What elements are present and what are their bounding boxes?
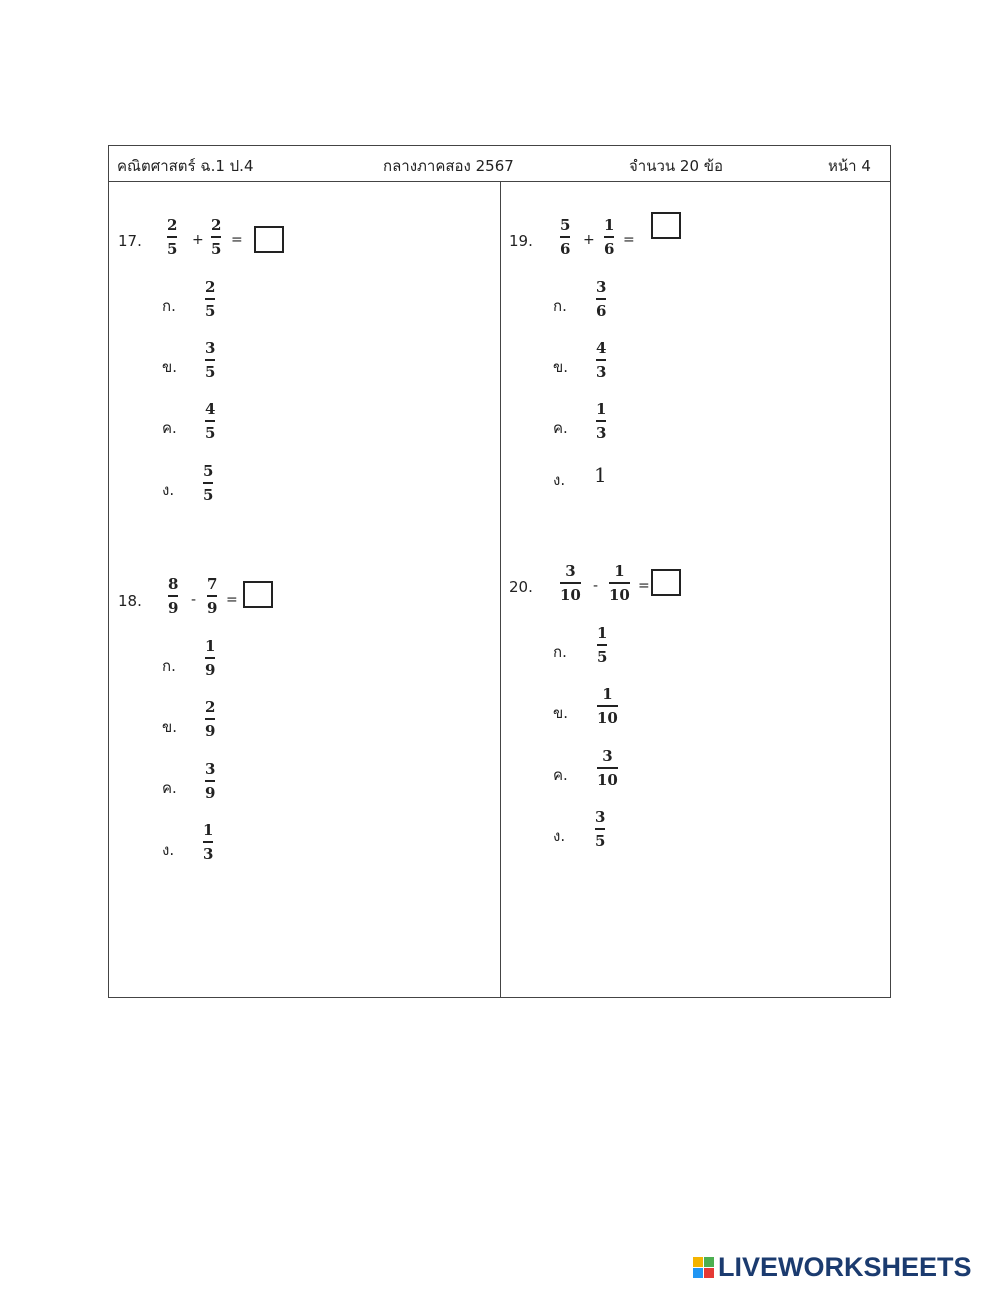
denominator: 6 bbox=[560, 239, 571, 258]
numerator: 4 bbox=[596, 339, 607, 357]
denominator: 5 bbox=[205, 423, 216, 442]
numerator: 3 bbox=[602, 747, 613, 765]
denominator: 9 bbox=[168, 598, 179, 617]
choice-label: ข. bbox=[553, 358, 569, 376]
logo-text: LIVEWORKSHEETS bbox=[718, 1251, 972, 1282]
choice-label: ง. bbox=[162, 481, 175, 499]
column-divider bbox=[500, 182, 501, 997]
term-label: กลางภาคสอง 2567 bbox=[383, 157, 514, 175]
answer-box[interactable] bbox=[254, 226, 284, 253]
choice-c-fraction[interactable] bbox=[205, 400, 215, 442]
denominator: 5 bbox=[211, 239, 222, 258]
choice-d-fraction[interactable] bbox=[203, 821, 213, 863]
numerator: 3 bbox=[565, 562, 576, 580]
choice-a-fraction[interactable] bbox=[596, 278, 606, 320]
numerator: 3 bbox=[205, 339, 216, 357]
operand-b bbox=[609, 562, 630, 604]
numerator: 5 bbox=[560, 216, 571, 234]
operand-b bbox=[604, 216, 614, 258]
choice-label: ก. bbox=[162, 297, 176, 315]
numerator: 5 bbox=[203, 462, 214, 480]
operator: - bbox=[191, 592, 197, 608]
operator: + bbox=[583, 232, 595, 248]
numerator: 2 bbox=[211, 216, 222, 234]
choice-label: ค. bbox=[162, 419, 177, 437]
choice-a-fraction[interactable] bbox=[597, 624, 607, 666]
choice-label: ก. bbox=[553, 297, 567, 315]
denominator: 3 bbox=[596, 362, 607, 381]
numerator: 1 bbox=[597, 624, 608, 642]
operand-a bbox=[168, 575, 178, 617]
choice-label: ก. bbox=[162, 657, 176, 675]
page-number: หน้า 4 bbox=[828, 157, 871, 175]
question-number: 18. bbox=[118, 592, 142, 610]
denominator: 5 bbox=[205, 362, 216, 381]
denominator: 10 bbox=[609, 585, 630, 604]
denominator: 5 bbox=[203, 485, 214, 504]
choice-label: ค. bbox=[553, 419, 568, 437]
operand-a bbox=[167, 216, 177, 258]
denominator: 9 bbox=[205, 660, 216, 679]
logo-square-yellow bbox=[693, 1257, 703, 1267]
choice-b-fraction[interactable] bbox=[205, 698, 215, 740]
operand-a bbox=[560, 216, 570, 258]
denominator: 6 bbox=[604, 239, 615, 258]
equals-sign: = bbox=[226, 592, 238, 608]
choice-label: ก. bbox=[553, 643, 567, 661]
answer-box[interactable] bbox=[651, 569, 681, 596]
choice-label: ข. bbox=[162, 718, 178, 736]
choice-label: ง. bbox=[553, 471, 566, 489]
exam-sheet bbox=[108, 145, 891, 998]
choice-label: ข. bbox=[162, 358, 178, 376]
choice-c-fraction[interactable] bbox=[205, 760, 215, 802]
denominator: 9 bbox=[205, 783, 216, 802]
choice-label: ค. bbox=[162, 779, 177, 797]
choice-a-fraction[interactable] bbox=[205, 278, 215, 320]
logo-square-green bbox=[704, 1257, 714, 1267]
choice-label: ค. bbox=[553, 766, 568, 784]
numerator: 3 bbox=[595, 808, 606, 826]
question-count: จำนวน 20 ข้อ bbox=[629, 157, 724, 175]
denominator: 9 bbox=[205, 721, 216, 740]
choice-b-fraction[interactable] bbox=[597, 685, 618, 727]
answer-box[interactable] bbox=[243, 581, 273, 608]
numerator: 2 bbox=[167, 216, 178, 234]
denominator: 3 bbox=[203, 844, 214, 863]
choice-label: ข. bbox=[553, 704, 569, 722]
subject-label: คณิตศาสตร์ ฉ.1 ป.4 bbox=[117, 157, 254, 175]
denominator: 5 bbox=[597, 647, 608, 666]
denominator: 5 bbox=[205, 301, 216, 320]
numerator: 7 bbox=[207, 575, 218, 593]
numerator: 2 bbox=[205, 698, 216, 716]
question-number: 20. bbox=[509, 578, 533, 596]
numerator: 1 bbox=[604, 216, 615, 234]
numerator: 4 bbox=[205, 400, 216, 418]
exam-header bbox=[109, 146, 890, 182]
equals-sign: = bbox=[638, 578, 650, 594]
numerator: 1 bbox=[203, 821, 214, 839]
choice-d-fraction[interactable] bbox=[203, 462, 213, 504]
choice-d-fraction[interactable] bbox=[595, 808, 605, 850]
denominator: 9 bbox=[207, 598, 218, 617]
question-number: 17. bbox=[118, 232, 142, 250]
choice-label: ง. bbox=[553, 827, 566, 845]
numerator: 1 bbox=[205, 637, 216, 655]
numerator: 1 bbox=[614, 562, 625, 580]
operand-a bbox=[560, 562, 581, 604]
equals-sign: = bbox=[231, 232, 243, 248]
operand-b bbox=[211, 216, 221, 258]
numerator: 3 bbox=[596, 278, 607, 296]
choice-b-fraction[interactable] bbox=[205, 339, 215, 381]
logo-mark-icon bbox=[693, 1257, 714, 1278]
denominator: 10 bbox=[597, 708, 618, 727]
numerator: 2 bbox=[205, 278, 216, 296]
choice-label: ง. bbox=[162, 841, 175, 859]
denominator: 6 bbox=[596, 301, 607, 320]
choice-c-fraction[interactable] bbox=[596, 400, 606, 442]
answer-box[interactable] bbox=[651, 212, 681, 239]
choice-d-whole-number[interactable]: 1 bbox=[594, 463, 607, 487]
denominator: 5 bbox=[167, 239, 178, 258]
choice-a-fraction[interactable] bbox=[205, 637, 215, 679]
liveworksheets-logo bbox=[693, 1252, 972, 1282]
denominator: 3 bbox=[596, 423, 607, 442]
operand-b bbox=[207, 575, 217, 617]
numerator: 3 bbox=[205, 760, 216, 778]
numerator: 1 bbox=[602, 685, 613, 703]
numerator: 1 bbox=[596, 400, 607, 418]
operator: - bbox=[593, 578, 599, 594]
operator: + bbox=[192, 232, 204, 248]
numerator: 8 bbox=[168, 575, 179, 593]
logo-square-blue bbox=[693, 1268, 703, 1278]
question-number: 19. bbox=[509, 232, 533, 250]
choice-b-fraction[interactable] bbox=[596, 339, 606, 381]
logo-square-red bbox=[704, 1268, 714, 1278]
choice-c-fraction[interactable] bbox=[597, 747, 618, 789]
denominator: 5 bbox=[595, 831, 606, 850]
denominator: 10 bbox=[597, 770, 618, 789]
denominator: 10 bbox=[560, 585, 581, 604]
equals-sign: = bbox=[623, 232, 635, 248]
